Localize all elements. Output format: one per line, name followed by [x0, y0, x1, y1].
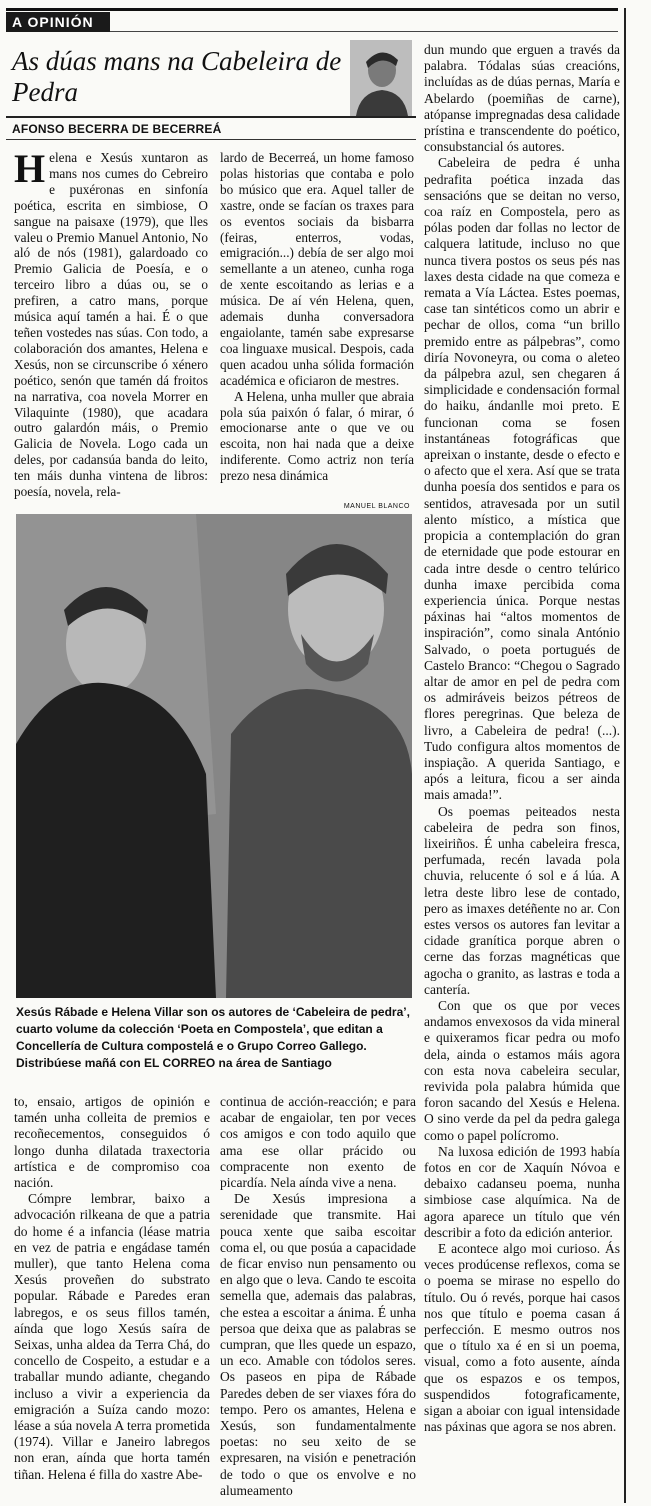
authors-photo-image: [16, 514, 412, 998]
byline-rule: [6, 139, 416, 140]
column-1-bottom: [14, 1094, 210, 1498]
author-portrait-image: [350, 40, 412, 116]
paragraph: Cómpre lembrar, baixo a advocación rilkeana de que a patria do home é a infancia (léase matria en vez de patria e engádase tamén muller), que tanto Helena coma Xesús proveñen do substrato popular. Rábade e Paredes eran labregos, e os seus fillos tamén, aínda que logo Xesús saíra de Seixas, unha aldea da Terra Chá, do concello de Cospeito, a estudar e a traballar mundo adiante, chegando incluso a vivir a experiencia da emigración a Suíza cando mozo: léase a súa novela A terra prometida (1974). Villar e Janeiro labregos non eran, aínda que horta tamén tiñan. Helena é filla do xastre Abe-: [14, 1191, 210, 1482]
paragraph: Os poemas peiteados nesta cabeleira de pedra son finos, lixeiriños. É unha cabeleira fresca, perfumada, recén lavada pola chuvia, relucente ó sol e á lúa. A letra deste libro lese de contado, pero as imaxes detéñente no ar. Con estes versos os autores fan levitar a cidade granítica porque abren o cerne das forzas magnéticas que agocha o granito, as lastras e toda a cantería.: [424, 803, 620, 997]
paragraph: [14, 146, 208, 500]
column-3: [424, 42, 620, 1498]
column-2-bottom: [220, 1094, 416, 1498]
paragraph: Na luxosa edición de 1993 había fotos en cor de Xaquín Nóvoa e debaixo cadanseu poema, nunha simbiose case alquímica. Na de agora aparece un título que vén describir a foto da edición anterior.: [424, 1143, 620, 1240]
page-edge-rule: [624, 8, 626, 1503]
section-label: A OPINIÓN: [6, 12, 110, 32]
paragraph: Con que os que por veces andamos envexosos da vida mineral e quixeramos ficar pedra ou mofo dela, ainda o estamos máis agora con esta nova cabeleira secular, revivida pola palabra húmida que foron sacando del Xesús e Helena. O sino verde da pel da pedra galega como o papel polícromo.: [424, 997, 620, 1143]
paragraph: De Xesús impresiona a serenidade que transmite. Hai pouca xente que saiba escoitar coma el, ou que posúa a capacidade de ficar enviso nun pensamento ou en algo que o leva. Cando te escoita semella que, ademais das palabras, che estea a escoitar a ánima. É unha persoa que deixa que as palabras se cumpran, que lles quede un espazo, un eco. Amable con tódolos seres. Os paseos en pipa de Rábade Paredes deben de ser viaxes fóra do tempo. Pero os amantes, Helena e Xesús, son fundamentalmente poetas: no seu xeito de se expresaren, na visión e penetración de todo o que os envolve e no alumeamento: [220, 1191, 416, 1498]
paragraph: A Helena, unha muller que abraia pola súa paixón ó falar, ó mirar, ó emocionarse ante o que ve ou escoita, non hai nada que a deixe indiferente. Como actriz non tería prezo nesa dinámica: [220, 388, 414, 484]
column-2-top: [220, 150, 414, 502]
photo-credit: MANUEL BLANCO: [343, 503, 410, 510]
drop-cap: H: [14, 146, 46, 191]
paragraph: to, ensaio, artigos de opinión e tamén unha colleita de premios e recoñecementos, conseguidos ó longo dunha dilatada traxectoria artística e de compromiso coa nación.: [14, 1094, 210, 1191]
photo-caption: Xesús Rábade e Helena Villar son os autores de ‘Cabeleira de pedra’, cuarto volume da colección ‘Poeta en Compostela’, que editan a Concellería de Cultura compostelá e o Grupo Correo Gallego. Distribúese mañá con EL CORREO na área de Santiago: [16, 1005, 410, 1070]
paragraph-text: elena e Xesús xuntaron as mans nos cumes do Cebreiro e puxéronas en sinfonía poética, escrita en simbiose, O sangue na paisaxe (1979), que lles valeu o Premio Manuel Antonio, No aló de nós (1981), galardoado co Premio Galicia de Poesía, e o terceiro libro a dúas ou, se o prefiren, a catro mans, porque música aquí tamén a hai. É o que teñen vostedes nas súas. Con todo, a colaboración dos amantes, Helena e Xesús, non se circunscribe ó xénero poético, senón que tamén dá froitos na narrativa, coa novela Morrer en Vilaquinte (1980), que acadara outro galardón máis, o Premio Galicia de Novela. Logo cada un deles, por cadansúa banda do leito, ten máis dunha vintena de libros: poesía, novela, rela-: [14, 150, 208, 500]
paragraph: E acontece algo moi curioso. Ás veces prodúcense reflexos, coma se o poema se mirase no espello do título. Ou ó revés, porque hai casos nos que título e poema casan á perfección. E mesmo outros nos que o título xa é en si un poema, visual, como a foto ausente, aínda que os espazos e os tempos, suspendidos fotograficamente, sigan a aboiar con igual intensidade nas páxinas que agora se nos abren.: [424, 1241, 620, 1435]
byline: AFONSO BECERRA DE BECERREÁ: [12, 122, 222, 136]
paragraph: dun mundo que erguen a través da palabra. Tódalas súas creacións, incluídas as de dúas pernas, María e Abelardo (poemiñas de carne), atópanse impregnadas desa calidade prístina e transcendente do poético, consubstancial ós autores.: [424, 42, 620, 155]
section-header: [6, 8, 618, 32]
column-1-top: [14, 146, 208, 502]
paragraph: continua de acción-reacción; e para acabar de engaiolar, ten por veces cos amigos e con todo aquilo que ama ese ollar prácido ou compracente non exento de picardía. Nela aínda vive a nena.: [220, 1094, 416, 1191]
author-portrait: [350, 40, 412, 116]
article-photo: [16, 514, 412, 998]
paragraph: Cabeleira de pedra é unha pedrafita poética inzada das sensacións que se deitan no verso, coa raíz en Compostela, pero as pólas poden dar follas no lector de calquera latitude, incluso no que nunca tivera postos os seus pés nas laxes desta cidade na que comeza e remata a Vía Láctea. Estes poemas, case tan sintéticos como un abrir e pechar de ollos, coma “un brillo premido entre as pálpebras”, como diría Novoneyra, ou coma o aleteo da pálpebra azul, sen chegaren á simplicidade e condensación formal do haiku, ándanlle moi preto. E funcionan coma se fosen instantáneas fotográficas que apreixan o instante, desde o efecto e o afecto que el xera. Así que se trata dunha poesía dos sentidos e para os sentidos, atravesada por un sutil alento místico, a mística que propicia a contemplación do gran de eternidade que pode estourar en cada intre desde o centro telúrico dunha imaxe percibida coma experiencia única. Porque nestas páxinas hai “altos momentos de inspiración”, como sinala António Salvado, o poeta portugués de Castelo Branco: “Chegou o Sagrado altar de amor en pel de pedra com os admiráveis beizos pétreos de flores peregrinas. Que beleza de livro, a Cabeleira de pedra! (...). Tudo configura altos momentos de inspiação. A querida Santiago, e após a leitura, ficou a ser ainda mais amada!”.: [424, 155, 620, 803]
paragraph: lardo de Becerreá, un home famoso polas historias que contaba e polo bo músico que era. Aquel taller de xastre, onde se facían os traxes para os eventos sociais da bisbarra (feiras, enterros, vodas, emigración...) debía de ser algo moi semellante a un ateneo, cunha roga de xente escoitando as lerias e a música. De aí vén Helena, quen, ademais dunha conversadora engaiolante, tamén sabe expresarse coa linguaxe musical. Despois, cada quen acadou unha sólida formación académica e oficiaron de mestres.: [220, 150, 414, 388]
headline: As dúas mans na Cabeleira de Pedra: [12, 46, 342, 107]
